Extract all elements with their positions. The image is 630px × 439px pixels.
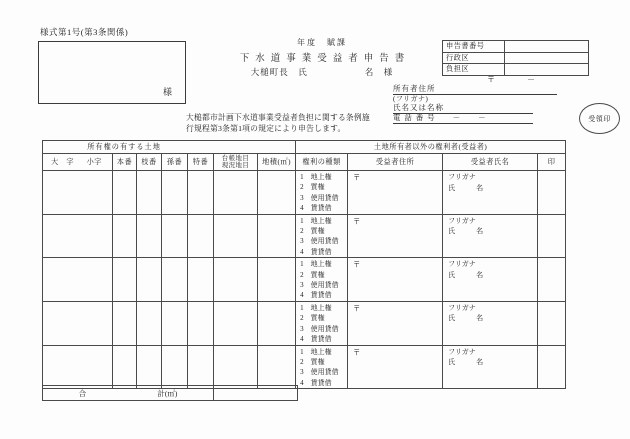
col-header-oaza-koaza xyxy=(43,154,113,171)
total-row xyxy=(43,386,298,401)
cell-land-category xyxy=(214,214,258,258)
cell-area xyxy=(258,258,296,302)
right-option-pledge: 2 質権 xyxy=(300,227,325,236)
addressee-honorific: 様 xyxy=(162,87,172,97)
cell-oaza-koaza xyxy=(43,171,113,215)
right-option-loan-for-use: 3 使用貸借 xyxy=(300,237,339,246)
cell-seal xyxy=(538,258,566,302)
right-group-header: 土地所有者以外の権利者(受益者) xyxy=(296,141,566,154)
title-year-line: 年度 賦課 xyxy=(297,38,347,47)
cell-honban xyxy=(113,258,137,302)
right-option-surface: 1 地上権 xyxy=(300,303,332,312)
cell-magoban xyxy=(162,301,188,345)
cell-land-category xyxy=(214,345,258,389)
cell-right-type xyxy=(296,258,348,302)
col-header-land-category xyxy=(214,154,258,171)
cell-beneficiary-address: 〒 xyxy=(348,345,443,389)
addressee-box xyxy=(38,41,186,104)
cell-beneficiary-address: 〒 xyxy=(348,301,443,345)
cell-honban xyxy=(113,214,137,258)
title-block xyxy=(222,37,422,78)
table-column-header-row xyxy=(43,154,566,171)
info-label: 申告書番号 xyxy=(443,41,505,53)
cell-seal xyxy=(538,301,566,345)
right-option-lease: 4 賃貸借 xyxy=(300,335,332,344)
right-option-pledge: 2 質権 xyxy=(300,314,325,323)
table-group-header-row xyxy=(43,141,566,154)
cell-tokuban xyxy=(188,171,214,215)
cell-beneficiary-address: 〒 xyxy=(348,214,443,258)
cell-right-type xyxy=(296,171,348,215)
right-option-surface: 1 地上権 xyxy=(300,216,332,225)
cell-right-type xyxy=(296,345,348,389)
cell-seal xyxy=(538,214,566,258)
owner-address-field: 所有者住所 xyxy=(393,83,557,95)
col-header-area: 地積(㎡) xyxy=(258,154,296,171)
cell-oaza-koaza xyxy=(43,214,113,258)
beneficiary-furigana-label: フリガナ xyxy=(448,260,476,269)
total-value-cell xyxy=(214,386,298,401)
table-row xyxy=(43,214,566,258)
right-option-surface: 1 地上権 xyxy=(300,260,332,269)
col-header-magoban: 孫番 xyxy=(162,154,188,171)
cell-magoban xyxy=(162,258,188,302)
info-row-administrative-district xyxy=(443,52,589,64)
cell-edaban xyxy=(137,301,162,345)
cell-magoban xyxy=(162,214,188,258)
right-option-loan-for-use: 3 使用貸借 xyxy=(300,324,339,333)
table-row xyxy=(43,258,566,302)
cell-tokuban xyxy=(188,301,214,345)
total-row-table xyxy=(42,385,298,401)
cell-honban xyxy=(113,345,137,389)
cell-land-category xyxy=(214,301,258,345)
right-option-surface: 1 地上権 xyxy=(300,347,332,356)
cell-edaban xyxy=(137,214,162,258)
left-group-header: 所有権の有する土地 xyxy=(43,141,296,154)
col-header-beneficiary-name: 受益者氏名 xyxy=(443,154,538,171)
cell-area xyxy=(258,214,296,258)
right-option-lease: 4 賃貸借 xyxy=(300,247,332,256)
total-label-left: 合 xyxy=(78,388,87,398)
right-option-lease: 4 賃貸借 xyxy=(300,291,332,300)
col-header-edaban: 枝番 xyxy=(137,154,162,171)
info-label: 行政区 xyxy=(443,52,505,64)
col-header-right-type: 権利の種類 xyxy=(296,154,348,171)
receipt-stamp-label: 受領印 xyxy=(588,114,611,123)
owner-postal-code-line: 〒 － xyxy=(487,75,535,84)
col-header-honban: 本番 xyxy=(113,154,137,171)
cell-area xyxy=(258,345,296,389)
table-row xyxy=(43,345,566,389)
title-addressee-line: 大槌町長 氏 名 様 xyxy=(250,67,394,77)
right-option-lease: 4 賃貸借 xyxy=(300,204,332,213)
owner-furigana-label: (フリガナ) xyxy=(393,94,429,103)
info-row-declaration-number xyxy=(443,41,589,53)
cell-beneficiary-name xyxy=(443,258,538,302)
cell-edaban xyxy=(137,171,162,215)
cell-land-category xyxy=(214,258,258,302)
right-option-pledge: 2 質権 xyxy=(300,183,325,192)
cell-beneficiary-address: 〒 xyxy=(348,258,443,302)
col-header-seal: 印 xyxy=(538,154,566,171)
declaration-text xyxy=(186,112,441,135)
right-option-lease: 4 賃貸借 xyxy=(300,378,332,387)
receipt-stamp-circle xyxy=(579,103,620,134)
cell-honban xyxy=(113,171,137,215)
beneficiary-furigana-label: フリガナ xyxy=(448,347,476,356)
page-title: 下水道事業受益者申告書 xyxy=(239,54,411,64)
declaration-line-2: 行規程第3条第1項の規定により申告します。 xyxy=(186,124,346,134)
owner-phone-field: 電 話 番 号 － － xyxy=(393,112,533,124)
cell-tokuban xyxy=(188,345,214,389)
info-value xyxy=(505,41,589,53)
cell-area xyxy=(258,301,296,345)
beneficiary-furigana-label: フリガナ xyxy=(448,216,476,225)
right-option-loan-for-use: 3 使用貸借 xyxy=(300,368,339,377)
cell-magoban xyxy=(162,171,188,215)
right-option-pledge: 2 質権 xyxy=(300,270,325,279)
cell-seal xyxy=(538,171,566,215)
beneficiary-name-label: 氏 名 xyxy=(448,227,484,236)
declaration-line-1: 大槌都市計画下水道事業受益者負担に関する条例施 xyxy=(186,113,370,122)
cell-right-type xyxy=(296,214,348,258)
cell-magoban xyxy=(162,345,188,389)
col-header-beneficiary-address: 受益者住所 xyxy=(348,154,443,171)
cell-beneficiary-name xyxy=(443,214,538,258)
col-header-koaza: 小字 xyxy=(86,158,102,166)
cell-beneficiary-name xyxy=(443,345,538,389)
right-option-loan-for-use: 3 使用貸借 xyxy=(300,193,339,202)
total-label-cell xyxy=(43,386,214,401)
owner-name-field: 氏名又は名称 xyxy=(393,102,533,114)
cell-beneficiary-name xyxy=(443,171,538,215)
beneficiary-name-label: 氏 名 xyxy=(448,183,484,192)
cell-oaza-koaza xyxy=(43,301,113,345)
beneficiary-name-label: 氏 名 xyxy=(448,270,484,279)
cell-oaza-koaza xyxy=(43,258,113,302)
col-header-tokuban: 特番 xyxy=(188,154,214,171)
cell-edaban xyxy=(137,345,162,389)
cell-tokuban xyxy=(188,214,214,258)
right-option-loan-for-use: 3 使用貸借 xyxy=(300,281,339,290)
cell-land-category xyxy=(214,171,258,215)
beneficiary-furigana-label: フリガナ xyxy=(448,303,476,312)
table-row xyxy=(43,301,566,345)
total-label-right: 計(㎡) xyxy=(157,388,178,398)
info-label: 負担区 xyxy=(443,64,505,76)
cell-beneficiary-address: 〒 xyxy=(348,171,443,215)
cell-seal xyxy=(538,345,566,389)
info-value xyxy=(505,52,589,64)
cell-edaban xyxy=(137,258,162,302)
info-box-table xyxy=(442,40,589,76)
col-header-oaza: 大 字 xyxy=(51,158,75,166)
col-header-current-category: 現況地目 xyxy=(221,162,250,169)
cell-area xyxy=(258,171,296,215)
table-row xyxy=(43,171,566,215)
cell-oaza-koaza xyxy=(43,345,113,389)
right-option-pledge: 2 質権 xyxy=(300,357,325,366)
cell-honban xyxy=(113,301,137,345)
form-number-label: 様式第1号(第3条関係) xyxy=(40,27,129,37)
cell-tokuban xyxy=(188,258,214,302)
parcel-table xyxy=(42,140,566,389)
beneficiary-furigana-label: フリガナ xyxy=(448,173,476,181)
cell-beneficiary-name xyxy=(443,301,538,345)
right-option-surface: 1 地上権 xyxy=(300,173,332,181)
col-header-ledger-category: 台帳地目 xyxy=(221,154,250,162)
cell-right-type xyxy=(296,301,348,345)
beneficiary-name-label: 氏 名 xyxy=(448,314,484,323)
beneficiary-name-label: 氏 名 xyxy=(448,358,484,366)
